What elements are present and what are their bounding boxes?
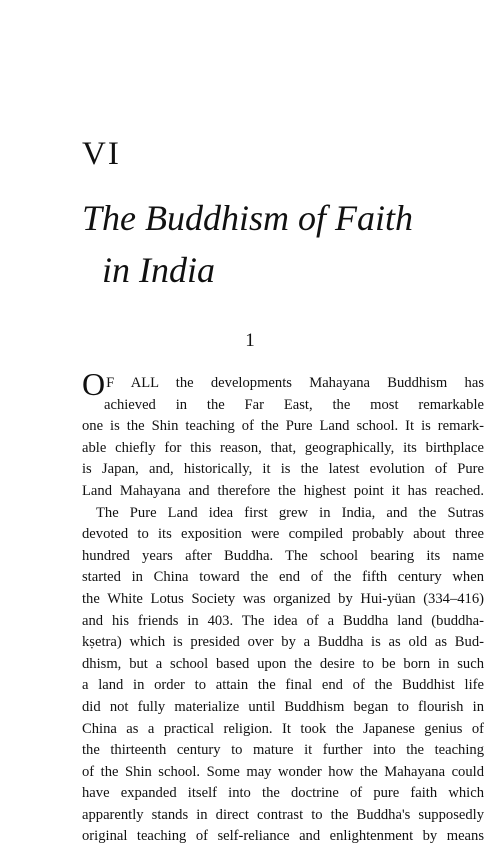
- paragraph-1-line: OF ALL the developments Mahayana Buddhism has: [82, 366, 484, 402]
- paragraph-2-line: and his friends in 403. The idea of a Buddha land (buddha-: [82, 612, 484, 629]
- paragraph-2-line: The Pure Land idea first grew in India, and the Sutras: [96, 504, 484, 521]
- paragraph-2-line: started in China toward the end of the fifth century when: [82, 569, 484, 586]
- paragraph-2-line: the thirteenth century to mature it further into the teaching: [82, 742, 484, 759]
- body-text: [82, 366, 484, 848]
- chapter-title-line-2: in India: [102, 250, 215, 290]
- paragraph-1-line: Land Mahayana and therefore the highest point it has reached.: [82, 482, 484, 499]
- paragraph-1-line: able chiefly for this reason, that, geographically, its birthplace: [82, 439, 484, 456]
- paragraph-2-line: did not fully materialize until Buddhism began to flourish in: [82, 698, 484, 715]
- paragraph-2-line: a land in order to attain the final end of the Buddhist life: [82, 677, 484, 694]
- paragraph-2-line: of the Shin school. Some may wonder how the Mahayana could: [82, 763, 484, 780]
- chapter-number: VI: [82, 136, 121, 172]
- paragraph-2-line: the White Lotus Society was organized by Hui-yüan (334–416): [82, 590, 484, 607]
- paragraph-1-line: is Japan, and, historically, it is the latest evolution of Pure: [82, 461, 484, 478]
- paragraph-1-line: achieved in the Far East, the most remarkable: [104, 396, 484, 413]
- paragraph-2-line: hundred years after Buddha. The school bearing its name: [82, 547, 484, 564]
- drop-cap: O: [82, 366, 106, 402]
- paragraph-2-line: original teaching of self-reliance and enlightenment by means: [82, 828, 484, 845]
- paragraph-2-line: have expanded itself into the doctrine of pure faith which: [82, 785, 484, 802]
- paragraph-2-line: dhism, but a school based upon the desire to be born in such: [82, 655, 484, 672]
- paragraph-2-line: China as a practical religion. It took the Japanese genius of: [82, 720, 484, 737]
- section-number: 1: [245, 330, 255, 351]
- chapter-title: [82, 192, 413, 296]
- paragraph-2-line: devoted to its exposition were compiled probably about three: [82, 526, 484, 543]
- paragraph-1-line: one is the Shin teaching of the Pure Land school. It is remark-: [82, 418, 484, 435]
- paragraph-2-line: kṣetra) which is presided over by a Buddha is as old as Bud-: [82, 634, 484, 651]
- paragraph-2-line: apparently stands in direct contrast to the Buddha's supposedly: [82, 806, 484, 823]
- chapter-title-line-1: The Buddhism of Faith: [82, 198, 413, 238]
